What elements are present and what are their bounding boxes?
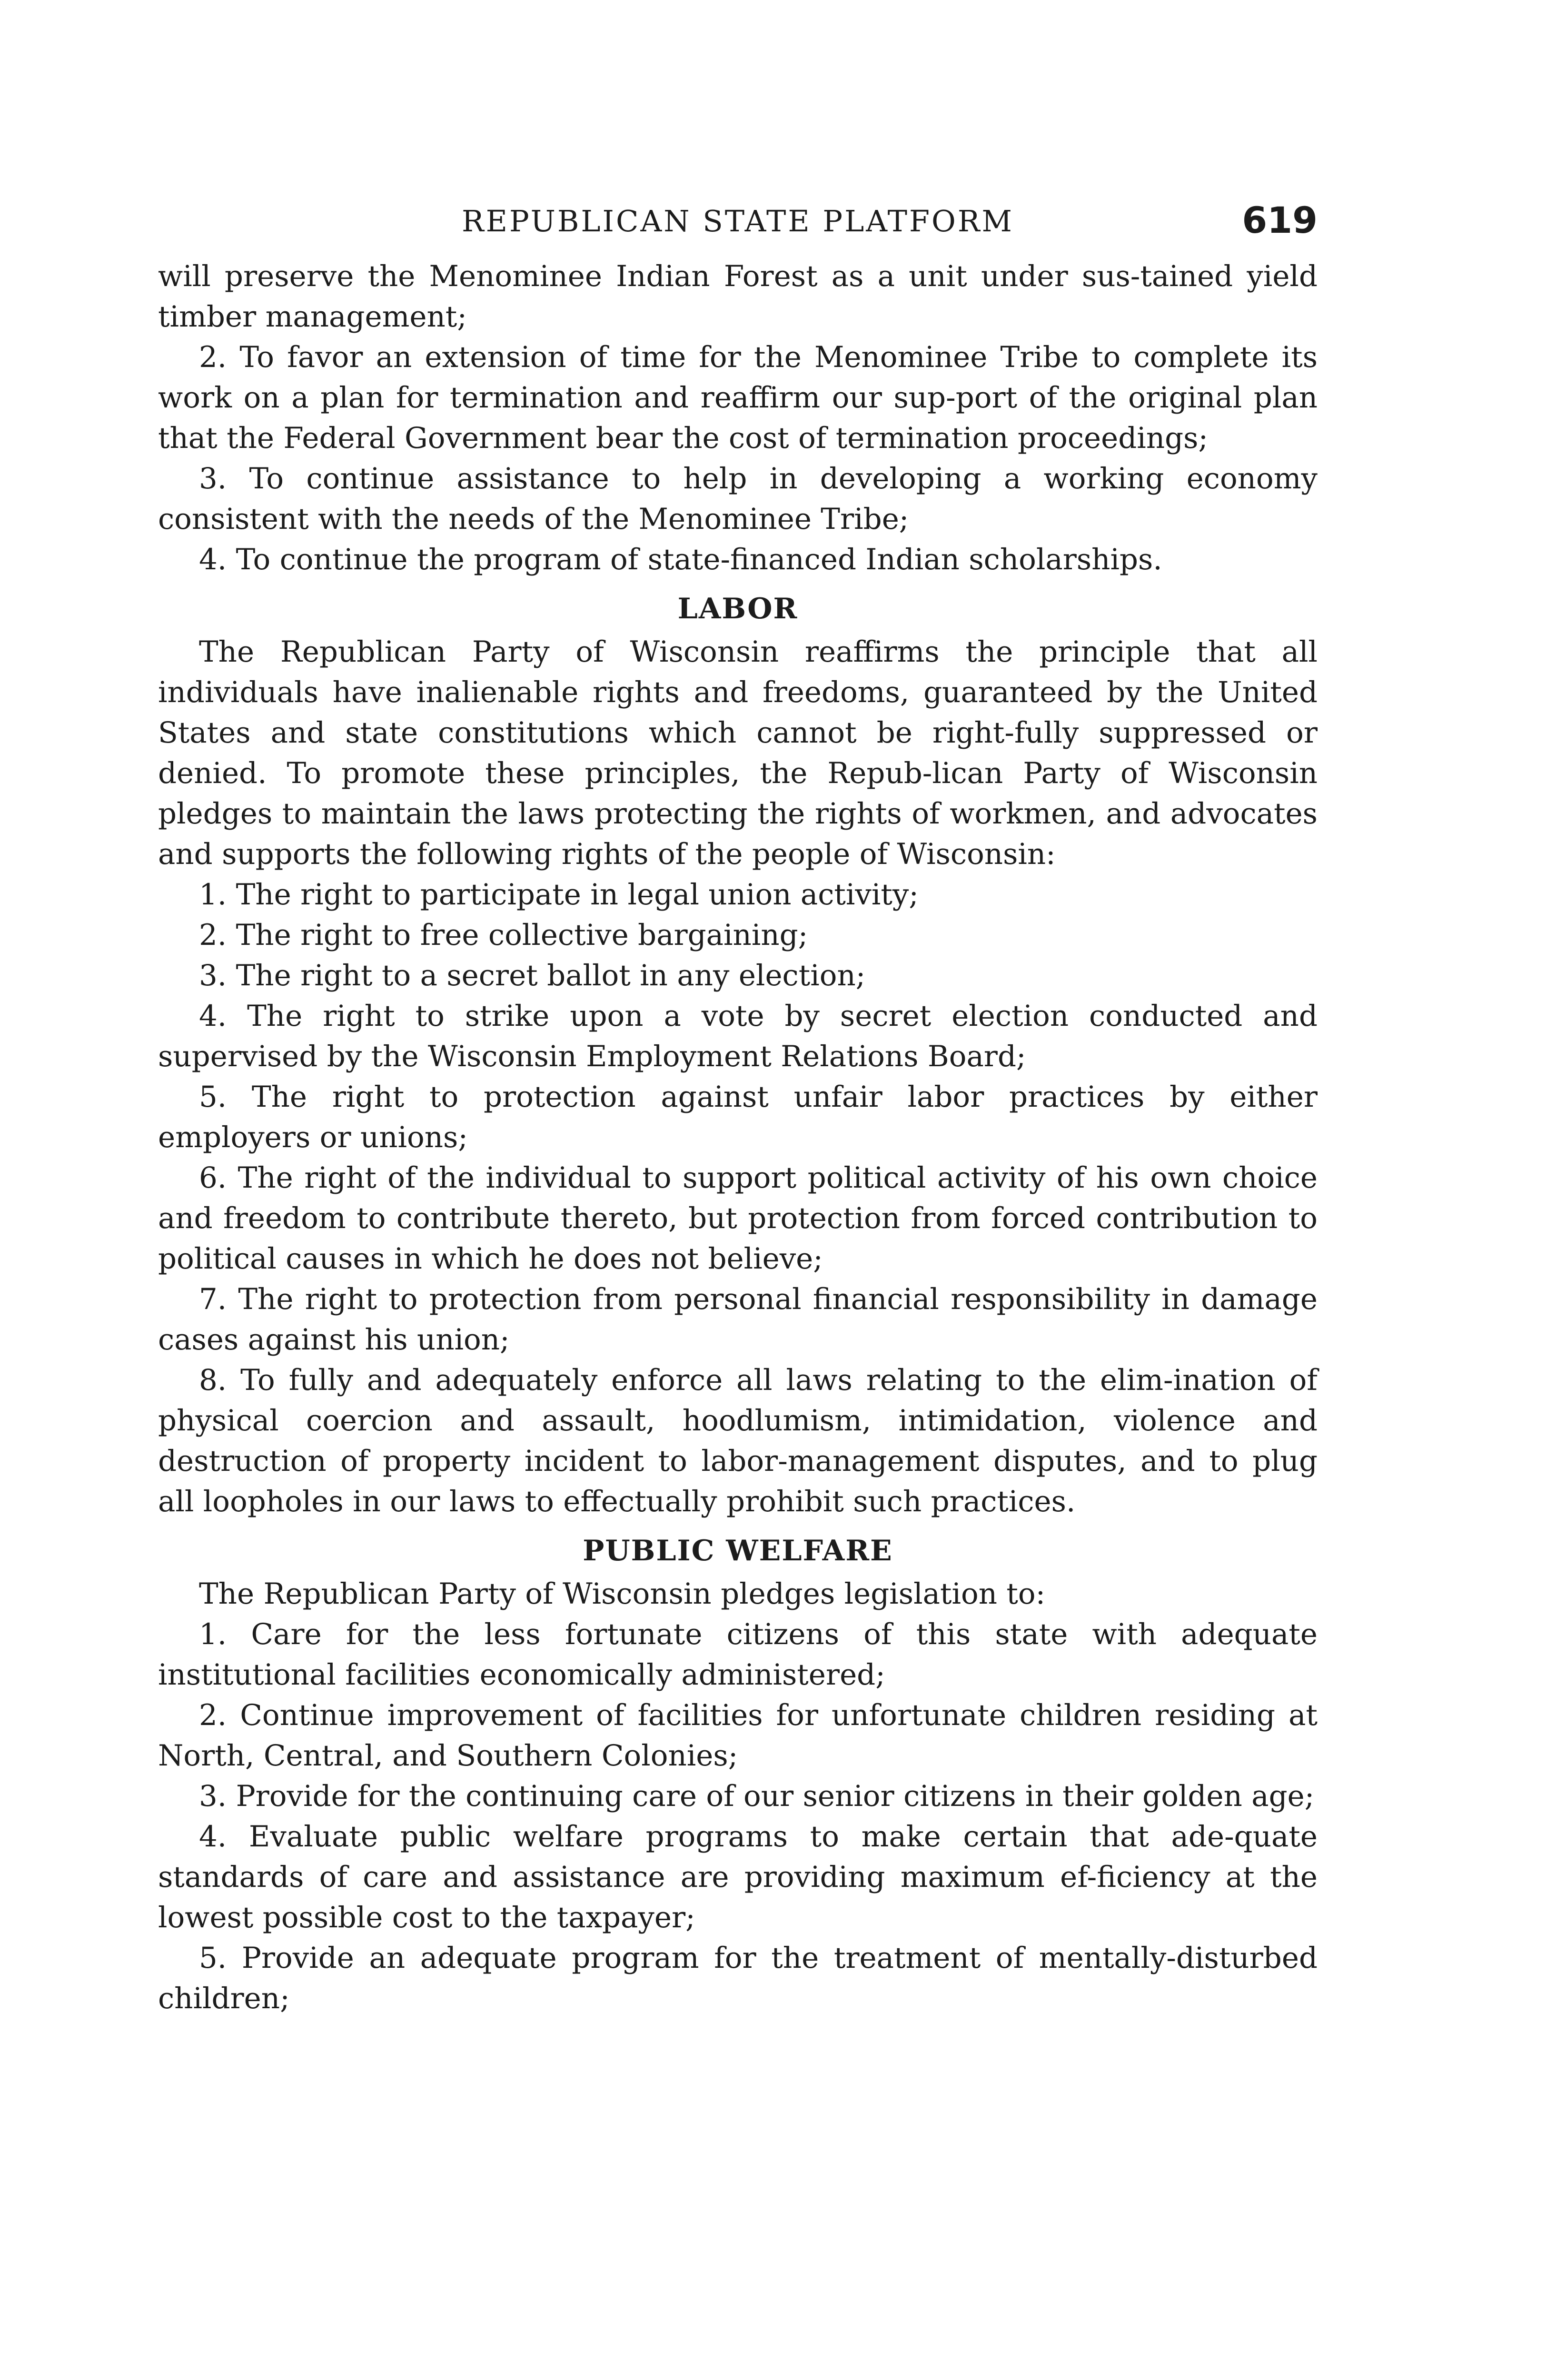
labor-item-2: 2. The right to free collective bargaining; <box>199 918 808 952</box>
running-title: REPUBLICAN STATE PLATFORM <box>462 204 1014 238</box>
welfare-item-2: 2. Continue improvement of facilities for unfortunate children residing at North, Central, and Southern Colonies; <box>158 1698 1318 1773</box>
welfare-item-3: 3. Provide for the continuing care of our senior citizens in their golden age; <box>199 1779 1315 1813</box>
labor-item-6: 6. The right of the individual to support political activity of his own choice and freedom to contribute thereto, but protection from forced contribution to political causes in which he does not believe; <box>158 1161 1318 1276</box>
welfare-item-1: 1. Care for the less fortunate citizens of this state with adequate institutional facilities economically administered; <box>158 1617 1318 1692</box>
document-page <box>158 199 1318 2019</box>
welfare-item-5: 5. Provide an adequate program for the treatment of mentally-disturbed children; <box>158 1941 1318 2015</box>
public-welfare-section <box>158 1522 1318 2019</box>
public-welfare-heading: PUBLIC WELFARE <box>583 1534 893 1567</box>
labor-heading: LABOR <box>677 592 798 625</box>
labor-intro: The Republican Party of Wisconsin reaffirms the principle that all individuals have inalienable rights and freedoms, guaranteed by the United States and state constitutions which cannot be right-fully suppressed or denied. To promote these principles, the Repub-lican Party of Wisconsin pledges to maintain the laws protecting the rights of workmen, and advocates and supports the following rights of the people of Wisconsin: <box>158 635 1318 871</box>
labor-item-5: 5. The right to protection against unfair labor practices by either employers or unions; <box>158 1080 1318 1154</box>
labor-item-4: 4. The right to strike upon a vote by secret election conducted and supervised by the Wisconsin Employment Relations Board; <box>158 999 1318 1073</box>
menominee-section <box>158 256 1318 580</box>
labor-item-3: 3. The right to a secret ballot in any election; <box>199 959 866 992</box>
menominee-item-3: 3. To continue assistance to help in developing a working economy consistent with the needs of the Menominee Tribe; <box>158 462 1318 536</box>
labor-item-7: 7. The right to protection from personal financial responsibility in damage cases against his union; <box>158 1282 1318 1357</box>
page-number: 619 <box>1242 199 1318 241</box>
menominee-item-4: 4. To continue the program of state-financed Indian scholarships. <box>199 543 1162 576</box>
labor-section <box>158 580 1318 1522</box>
welfare-intro: The Republican Party of Wisconsin pledges legislation to: <box>199 1577 1046 1611</box>
labor-item-1: 1. The right to participate in legal union activity; <box>199 878 919 912</box>
welfare-item-4: 4. Evaluate public welfare programs to make certain that ade-quate standards of care and assistance are providing maximum ef-ficiency at the lowest possible cost to the taxpayer; <box>158 1820 1318 1934</box>
labor-item-8: 8. To fully and adequately enforce all laws relating to the elim-ination of physical coercion and assault, hoodlumism, intimidation, violence and destruction of property incident to labor-management disputes, and to plug all loopholes in our laws to effectually prohibit such practices. <box>158 1363 1318 1518</box>
continuation-paragraph: will preserve the Menominee Indian Forest as a unit under sus-tained yield timber management; <box>158 259 1318 334</box>
running-header <box>158 199 1318 256</box>
menominee-item-2: 2. To favor an extension of time for the Menominee Tribe to complete its work on a plan for termination and reaffirm our sup-port of the original plan that the Federal Government bear the cost of termination proceedings; <box>158 340 1318 455</box>
